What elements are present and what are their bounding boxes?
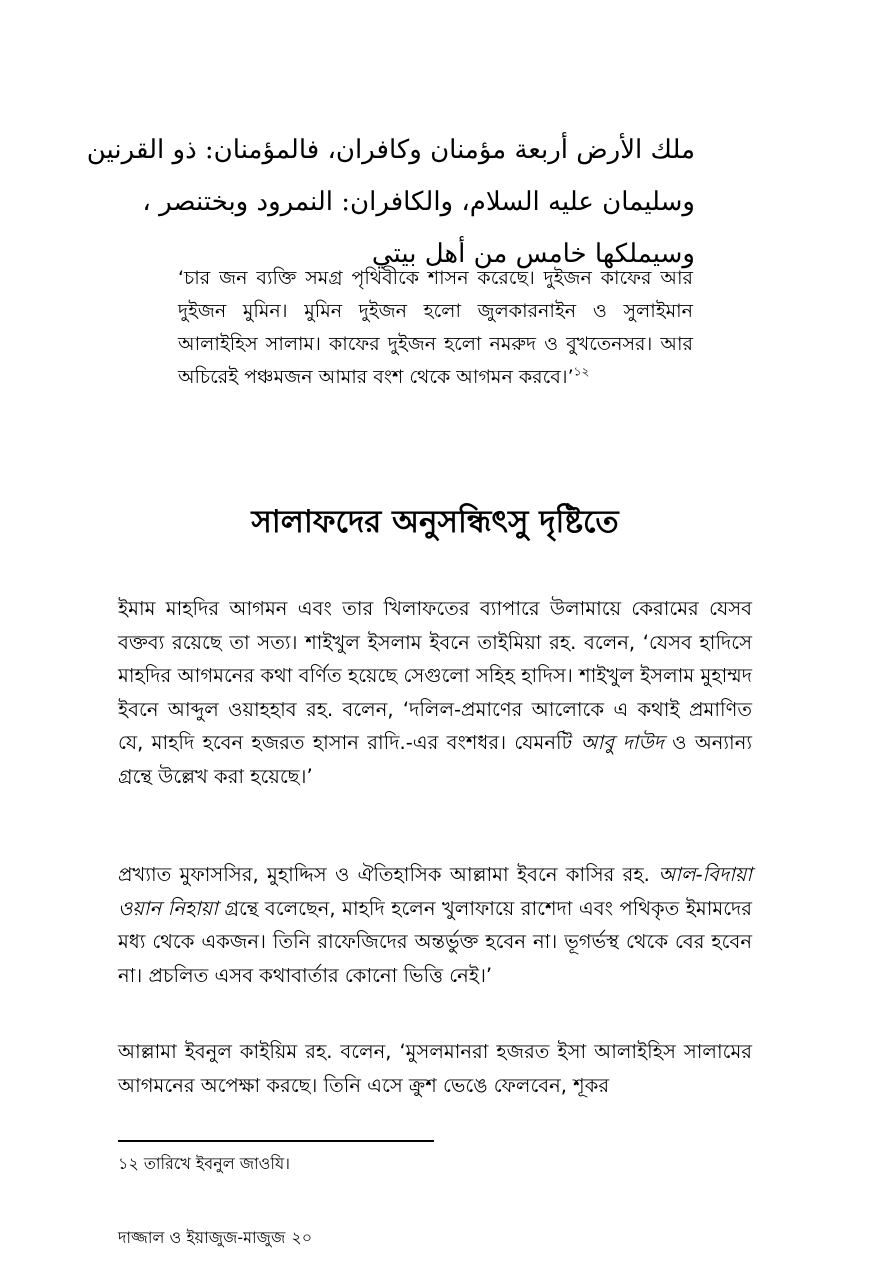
arabic-quote <box>86 124 695 280</box>
book-title-al-bidaya: আল-বিদায়া ওয়ান নিহায়া <box>118 863 752 920</box>
paragraph-2-text-b: গ্রন্থে বলেছেন, মাহদি হলেন খুলাফায়ে রাশেদা এবং পথিকৃত ইমামদের মধ্য থেকে একজন। তিনি রাফেজিদের অন্তর্ভুক্ত হবেন না। ভূগর্ভস্থ থেকে বের হবেন না। প্রচলিত এসব কথাবার্তার কোনো ভিত্তি নেই।’ <box>118 896 752 987</box>
paragraph-3: আল্লামা ইবনুল কাইয়িম রহ. বলেন, ‘মুসলমানরা হজরত ইসা আলাইহিস সালামের আগমনের অপেক্ষা করছে। তিনি এসে ক্রুশ ভেঙে ফেলবেন, শূকর <box>118 1040 752 1097</box>
quote-translation <box>178 262 693 394</box>
arabic-quote-line-2: وسليمان عليه السلام، والكافران: النمرود وبختنصر ، <box>142 187 695 217</box>
paragraph-1 <box>118 592 752 793</box>
arabic-quote-line-1: ملك الأرض أربعة مؤمنان وكافران، فالمؤمنان: ذو القرنين <box>86 135 695 165</box>
paragraph-2 <box>118 858 752 992</box>
paragraph-1-text-a: ইমাম মাহদির আগমন এবং তার খিলাফতের ব্যাপারে উলামায়ে কেরামের যেসব বক্তব্য রয়েছে তা সত্য। শাইখুল ইসলাম ইবনে তাইমিয়া রহ. বলেন, ‘যেসব হাদিসে মাহদির আগমনের কথা বর্ণিত হয়েছে সেগুলো সহিহ হাদিস। শাইখুল ইসলাম মুহাম্মদ ইবনে আব্দুল ওয়াহহাব রহ. বলেন, ‘দলিল-প্রমাণের আলোকে এ কথাই প্রমাণিত যে, মাহদি হবেন হজরত হাসান রাদি.-এর বংশধর। যেমনটি <box>118 597 752 754</box>
book-title: দাজ্জাল ও ইয়াজুজ-মাজুজ <box>118 1228 286 1247</box>
page-number: ২০ <box>291 1228 313 1247</box>
page-footer <box>118 1226 312 1250</box>
quote-translation-text: ‘চার জন ব্যক্তি সমগ্র পৃথিবীকে শাসন করেছে। দুইজন কাফের আর দুইজন মুমিন। মুমিন দুইজন হলো জুলকারনাইন ও সুলাইমান আলাইহিস সালাম। কাফের দুইজন হলো নমরুদ ও বুখতেনসর। আর অচিরেই পঞ্চমজন আমার বংশ থেকে আগমন করবে।’ <box>178 267 693 388</box>
footnote: ১২ তারিখে ইবনুল জাওযি। <box>118 1154 290 1173</box>
section-heading: সালাফদের অনুসন্ধিৎসু দৃষ্টিতে <box>251 504 619 540</box>
book-title-abu-dawud: আবু দাউদ <box>580 731 664 754</box>
footnote-divider <box>118 1140 434 1142</box>
footnote-marker: ১২ <box>573 364 590 379</box>
arabic-quote-line-3: وسيملكها خامس من أهل بيتي <box>371 239 695 269</box>
paragraph-2-text-a: প্রখ্যাত মুফাসসির, মুহাদ্দিস ও ঐতিহাসিক আল্লামা ইবনে কাসির রহ. <box>118 863 659 886</box>
paragraph-1-text-b: ও অন্যান্য গ্রন্থে উল্লেখ করা হয়েছে।’ <box>118 731 752 788</box>
